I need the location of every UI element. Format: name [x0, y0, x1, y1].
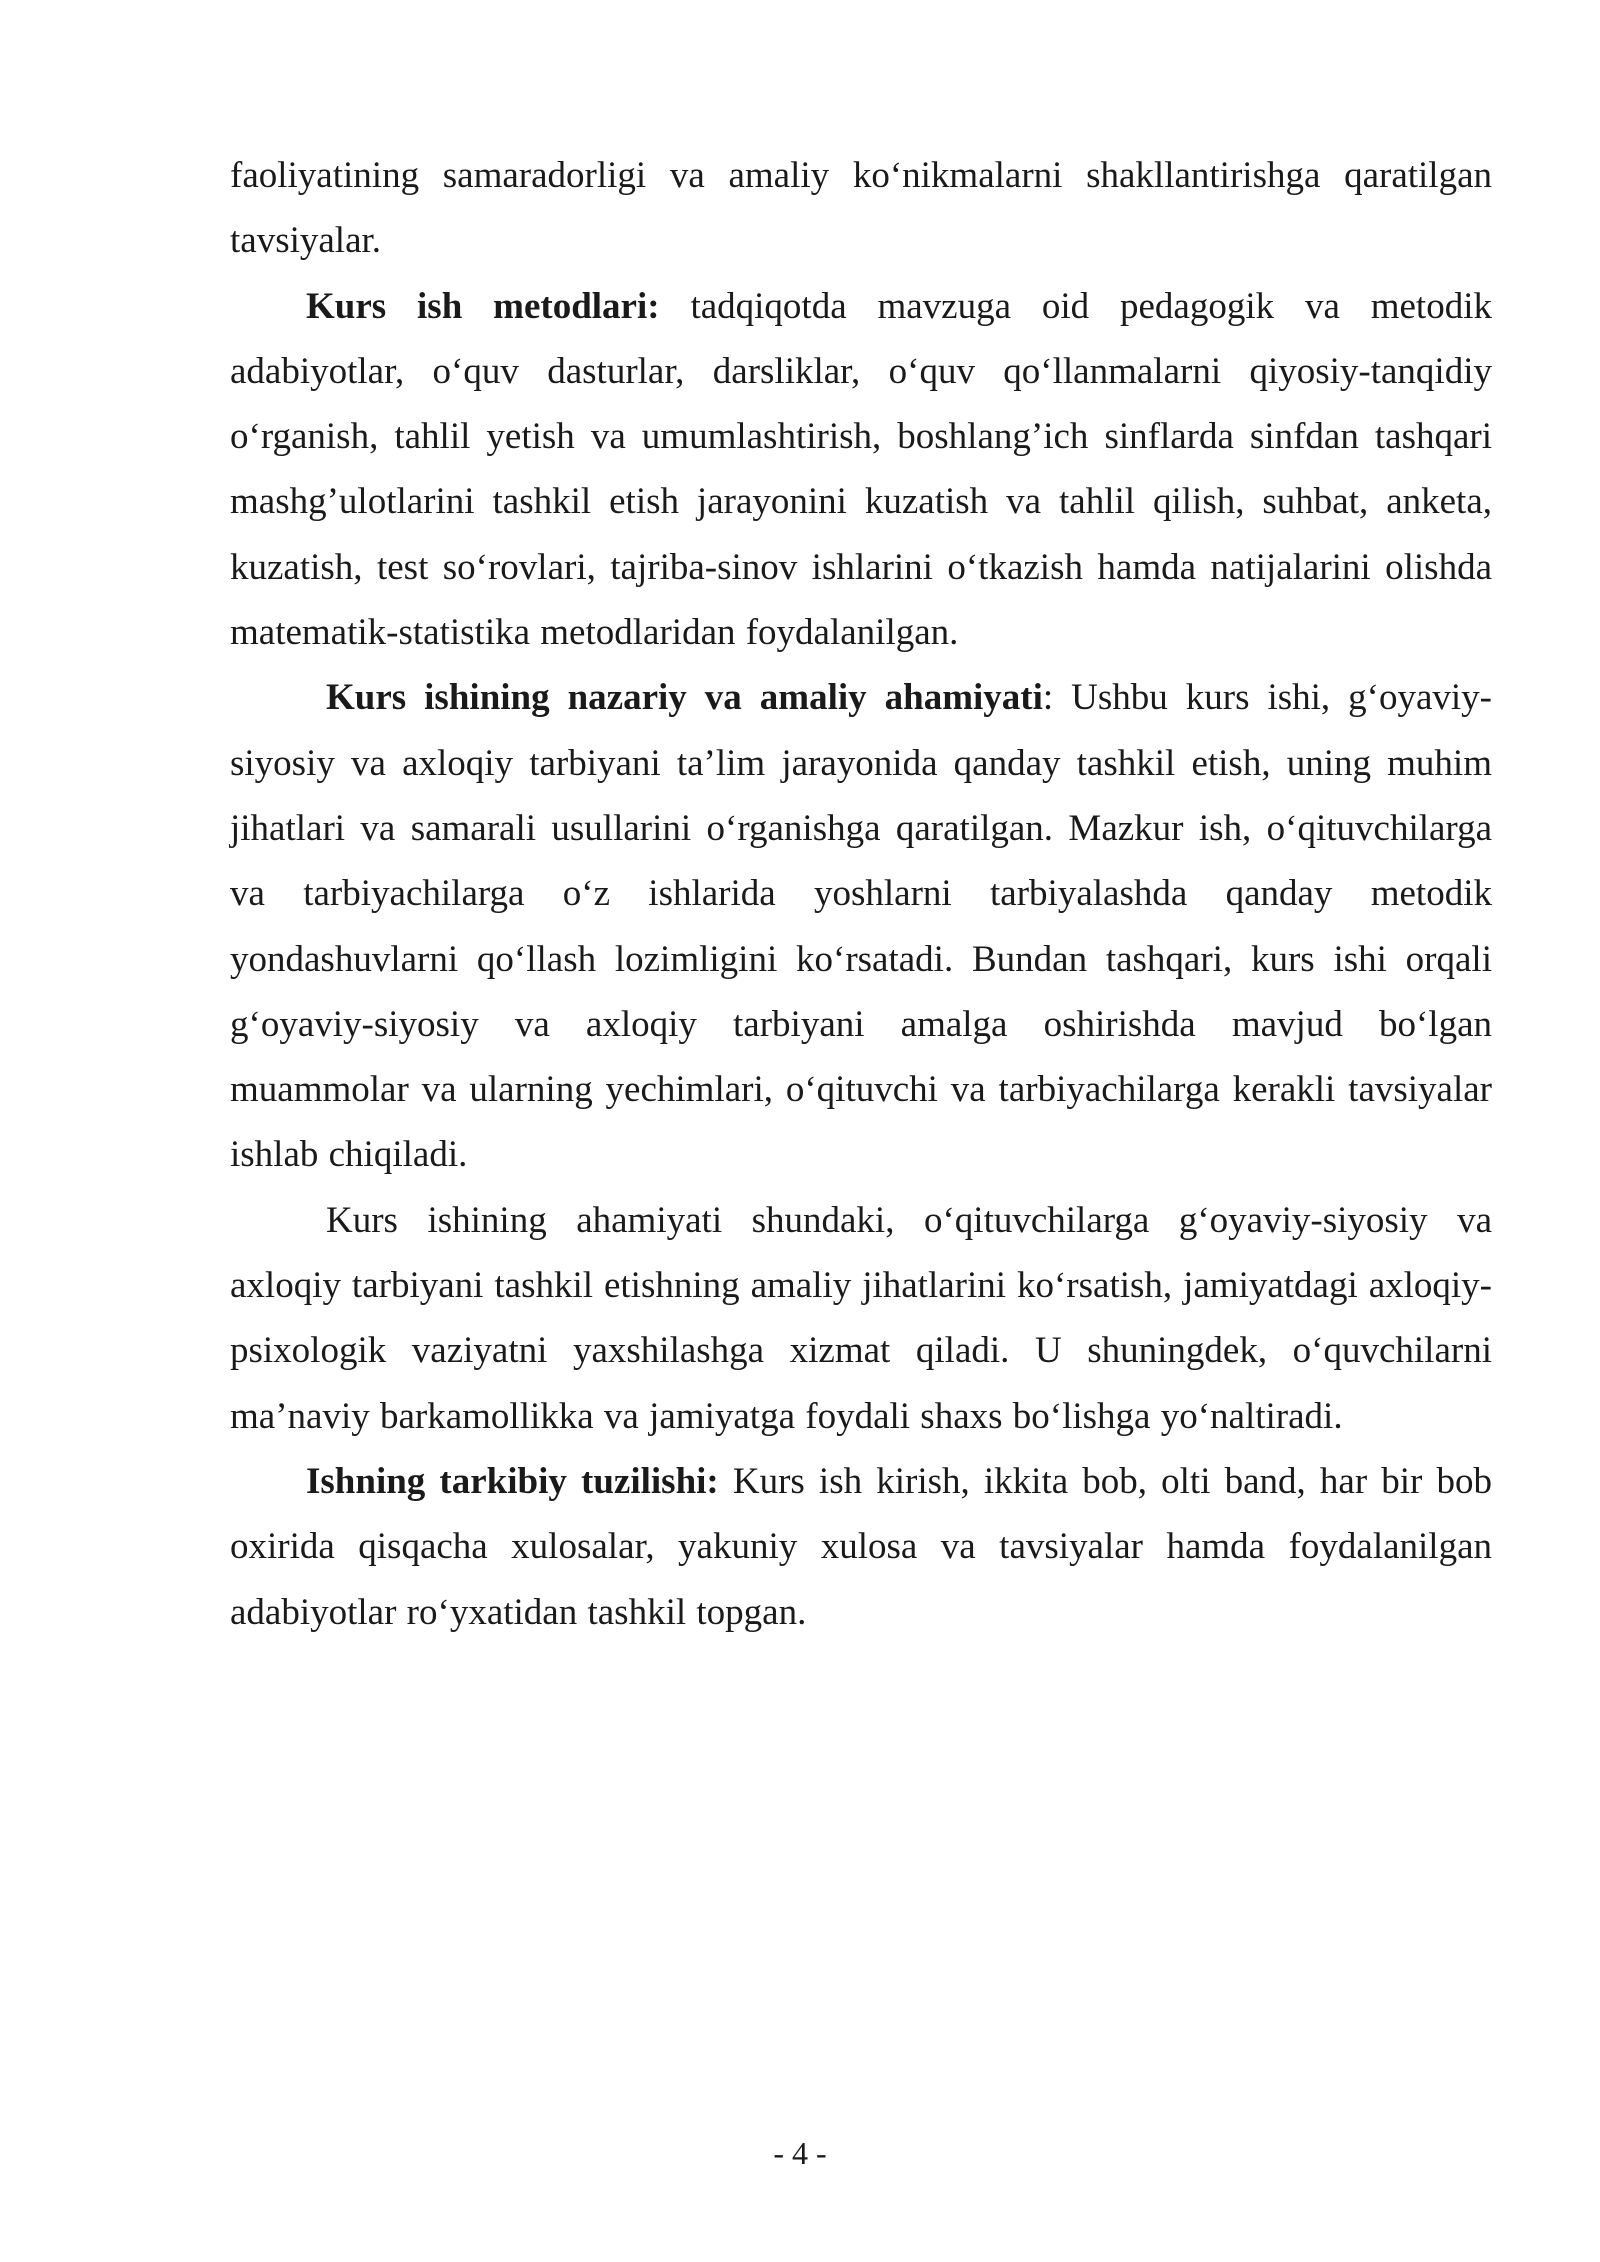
paragraph-heading: Kurs ish metodlari: [306, 285, 660, 327]
paragraph-heading: Ishning tarkibiy tuzilishi: [306, 1460, 719, 1502]
paragraph-text: Kurs ishining ahamiyati shundaki, o‘qituvchilarga g‘oyaviy-siyosiy va axloqiy tarbiyani tashkil etishning amaliy jihatlarini ko‘rsatish, jamiyatdagi axloqiy-psixologik vaziyatni yaxshilashga xizmat qiladi. U shuningdek, o‘quvchilarni ma’naviy barkamollikka va jamiyatga foydali shaxs bo‘lishga yo‘naltiradi. [230, 1199, 1492, 1437]
paragraph-heading: Kurs ishining nazariy va amaliy ahamiyati [326, 677, 1043, 719]
paragraph-methods [230, 274, 1492, 666]
paragraph-structure [230, 1449, 1492, 1645]
heading-separator [660, 286, 691, 327]
paragraph-text: Kurs ish kirish, ikkita bob, olti band, har bir bob oxirida qisqacha xulosalar, yakuniy xulosa va tavsiyalar hamda foydalanilgan adabiyotlar ro‘yxatidan tashkil topgan. [230, 1460, 1492, 1633]
paragraph-text: tadqiqotda mavzuga oid pedagogik va metodik adabiyotlar, o‘quv dasturlar, darsliklar, o‘quv qo‘llanmalarni qiyosiy-tanqidiy o‘rganish, tahlil yetish va umumlashtirish, boshlang’ich sinflarda sinfdan tashqari mashg’ulotlarini tashkil etish jarayonini kuzatish va tahlil qilish, suhbat, anketa, kuzatish, test so‘rovlari, tajriba-sinov ishlarini o‘tkazish hamda natijalarini olishda matematik-statistika metodlaridan foydalanilgan. [230, 285, 1492, 654]
document-body [230, 143, 1492, 1645]
heading-separator [719, 1461, 733, 1502]
paragraph-importance [230, 1188, 1492, 1449]
paragraph-text: faoliyatining samaradorligi va amaliy ko‘nikmalarni shakllantirishga qaratilgan tavsiyalar. [230, 155, 1492, 262]
paragraph-continuation [230, 143, 1492, 274]
page-number: - 4 - [773, 2135, 827, 2171]
paragraph-significance [230, 665, 1492, 1187]
paragraph-text: : Ushbu kurs ishi, g‘oyaviy-siyosiy va axloqiy tarbiyani ta’lim jarayonida qanday tashkil etish, uning muhim jihatlari va samarali usullarini o‘rganishga qaratilgan. Mazkur ish, o‘qituvchilarga va tarbiyachilarga o‘z ishlarida yoshlarni tarbiyalashda qanday metodik yondashuvlarni qo‘llash lozimligini ko‘rsatadi. Bundan tashqari, kurs ishi orqali g‘oyaviy-siyosiy va axloqiy tarbiyani amalga oshirishda mavjud bo‘lgan muammolar va ularning yechimlari, o‘qituvchi va tarbiyachilarga kerakli tavsiyalar ishlab chiqiladi. [230, 677, 1492, 1176]
